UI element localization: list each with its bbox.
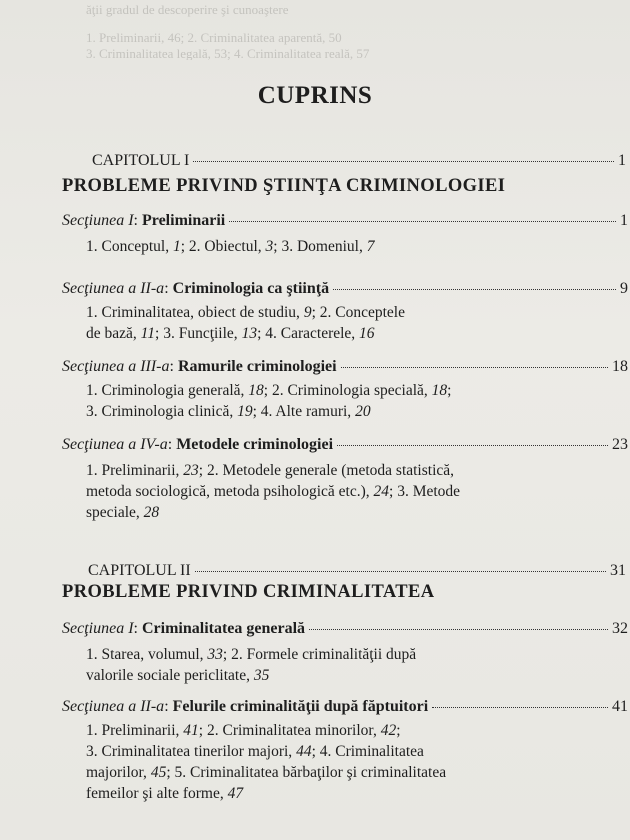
- dot-leader: [229, 221, 616, 222]
- section-entry[interactable]: Secţiunea I: Preliminarii 1: [62, 212, 628, 229]
- page-number: 1: [620, 212, 628, 229]
- section-entry[interactable]: Secţiunea a IV-a: Metodele criminologiei 23: [62, 436, 628, 453]
- item-text: ; 3. Domeniul,: [273, 238, 367, 255]
- dot-leader: [309, 629, 608, 630]
- item-page-ref: 24: [373, 483, 390, 500]
- section-items: [86, 380, 486, 422]
- section-items: [86, 460, 506, 523]
- item-text: valorile sociale periclitate,: [86, 667, 254, 684]
- item-page-ref: 13: [241, 325, 258, 342]
- item-text: 1. Conceptul,: [86, 238, 173, 255]
- item-line: [86, 323, 486, 344]
- item-page-ref: 42: [380, 722, 397, 739]
- item-text: femeilor şi alte forme,: [86, 785, 228, 802]
- item-page-ref: 7: [366, 238, 375, 255]
- page-number: 1: [618, 152, 626, 169]
- item-text: ; 2. Criminologia specială,: [263, 382, 432, 399]
- section-name: Felurile criminalităţii după făptuitori: [172, 698, 429, 715]
- section-items: [86, 720, 506, 804]
- item-page-ref: 44: [296, 743, 312, 760]
- item-text: speciale,: [86, 504, 144, 521]
- section-prefix: Secţiunea a III-a: [62, 358, 170, 375]
- item-text: ; 3. Funcţiile,: [155, 325, 242, 342]
- bleed-through-text: [0, 0, 630, 60]
- section-prefix: Secţiunea I: [62, 212, 134, 229]
- item-page-ref: 19: [237, 403, 253, 420]
- item-page-ref: 47: [227, 785, 244, 802]
- item-text: de bază,: [86, 325, 141, 342]
- item-text: 1. Criminologia generală,: [86, 382, 249, 399]
- item-page-ref: 41: [183, 722, 199, 739]
- item-text: ;: [396, 722, 401, 739]
- chapter-1-title: PROBLEME PRIVIND ŞTIINŢA CRIMINOLOGIEI: [62, 176, 506, 196]
- dot-leader: [333, 289, 616, 290]
- item-page-ref: 3: [265, 238, 274, 255]
- section-prefix: Secţiunea a II-a: [62, 698, 165, 715]
- item-text: 1. Preliminarii,: [86, 462, 184, 479]
- section-name: Preliminarii: [141, 212, 226, 229]
- dot-leader: [341, 367, 608, 368]
- item-text: metoda sociologică, metoda psihologică etc.),: [86, 483, 374, 500]
- item-text: ; 4. Caracterele,: [257, 325, 360, 342]
- item-line: [86, 644, 486, 665]
- item-page-ref: 16: [359, 325, 375, 342]
- page-title: CUPRINS: [257, 82, 373, 109]
- item-text: 3. Criminalitatea tinerilor majori,: [86, 743, 297, 760]
- item-line: [86, 720, 506, 741]
- item-page-ref: 9: [303, 304, 312, 321]
- item-text: ; 2. Conceptele: [311, 304, 405, 321]
- page-number: 23: [612, 436, 628, 453]
- item-text: ; 4. Criminalitatea: [311, 743, 424, 760]
- section-entry[interactable]: Secţiunea I: Criminalitatea generală 32: [62, 620, 628, 637]
- page-number: 31: [610, 562, 626, 579]
- item-text: ; 5. Criminalitatea bărbaţilor şi criminalitatea: [166, 764, 447, 781]
- bleed-line: ăţii gradul de descoperire şi cunoaştere: [86, 2, 289, 17]
- item-text: 1. Preliminarii,: [86, 722, 184, 739]
- item-text: 1. Starea, volumul,: [86, 646, 208, 663]
- section-entry[interactable]: Secţiunea a II-a: Felurile criminalităţii după făptuitori 41: [62, 698, 628, 715]
- bleed-line: 3. Criminalitatea legală, 53; 4. Criminalitatea reală, 57: [86, 46, 370, 60]
- item-page-ref: 35: [253, 667, 270, 684]
- item-line: [86, 302, 486, 323]
- item-line: [86, 401, 486, 422]
- chapter-label: CAPITOLUL I: [92, 152, 190, 169]
- chapter-2-title: PROBLEME PRIVIND CRIMINALITATEA: [62, 582, 435, 602]
- section-name: Criminalitatea generală: [141, 620, 306, 637]
- item-line: [86, 460, 506, 481]
- bleed-line: 1. Preliminarii, 46; 2. Criminalitatea aparentă, 50: [86, 30, 342, 45]
- item-text: ; 2. Metodele generale (metoda statistică,: [198, 462, 455, 479]
- page-number: 9: [620, 280, 628, 297]
- item-page-ref: 28: [143, 504, 160, 521]
- item-page-ref: 18: [248, 382, 264, 399]
- chapter-2-entry[interactable]: [88, 562, 626, 580]
- section-prefix: Secţiunea a II-a: [62, 280, 165, 297]
- section-name: Metodele criminologiei: [176, 436, 334, 453]
- item-line: [86, 783, 506, 804]
- item-text: 3. Criminologia clinică,: [86, 403, 238, 420]
- item-line: [86, 502, 506, 523]
- item-text: 1. Criminalitatea, obiect de studiu,: [86, 304, 304, 321]
- page-number: 41: [612, 698, 628, 715]
- item-page-ref: 23: [183, 462, 199, 479]
- dot-leader: [195, 571, 606, 572]
- item-line: [86, 380, 486, 401]
- item-text: ; 4. Alte ramuri,: [252, 403, 356, 420]
- item-line: [86, 741, 506, 762]
- chapter-label: CAPITOLUL II: [88, 562, 191, 579]
- item-page-ref: 18: [431, 382, 448, 399]
- item-text: ; 2. Formele criminalităţii după: [222, 646, 417, 663]
- item-text: ; 2. Obiectul,: [180, 238, 266, 255]
- item-page-ref: 1: [172, 238, 181, 255]
- item-text: ; 3. Metode: [389, 483, 461, 500]
- section-items: [86, 644, 486, 686]
- item-text: ;: [447, 382, 452, 399]
- item-page-ref: 20: [355, 403, 371, 420]
- section-entry[interactable]: Secţiunea a II-a: Criminologia ca ştiinţă 9: [62, 280, 628, 297]
- section-items: [86, 236, 486, 257]
- item-text: majorilor,: [86, 764, 151, 781]
- section-prefix: Secţiunea a IV-a: [62, 436, 168, 453]
- item-line: [86, 481, 506, 502]
- item-page-ref: 33: [207, 646, 223, 663]
- section-name: Ramurile criminologiei: [177, 358, 337, 375]
- item-line: [86, 665, 486, 686]
- chapter-1-entry[interactable]: [92, 152, 626, 170]
- page-number: 18: [612, 358, 628, 375]
- dot-leader: [432, 707, 608, 708]
- page-number: 32: [612, 620, 628, 637]
- section-name: Criminologia ca ştiinţă: [172, 280, 330, 297]
- item-page-ref: 45: [150, 764, 167, 781]
- section-entry[interactable]: Secţiunea a III-a: Ramurile criminologiei 18: [62, 358, 628, 375]
- item-line: [86, 236, 486, 257]
- section-prefix: Secţiunea I: [62, 620, 134, 637]
- item-page-ref: 11: [140, 325, 156, 342]
- dot-leader: [337, 445, 608, 446]
- dot-leader: [193, 161, 614, 162]
- section-items: [86, 302, 486, 344]
- item-line: [86, 762, 506, 783]
- item-text: ; 2. Criminalitatea minorilor,: [198, 722, 381, 739]
